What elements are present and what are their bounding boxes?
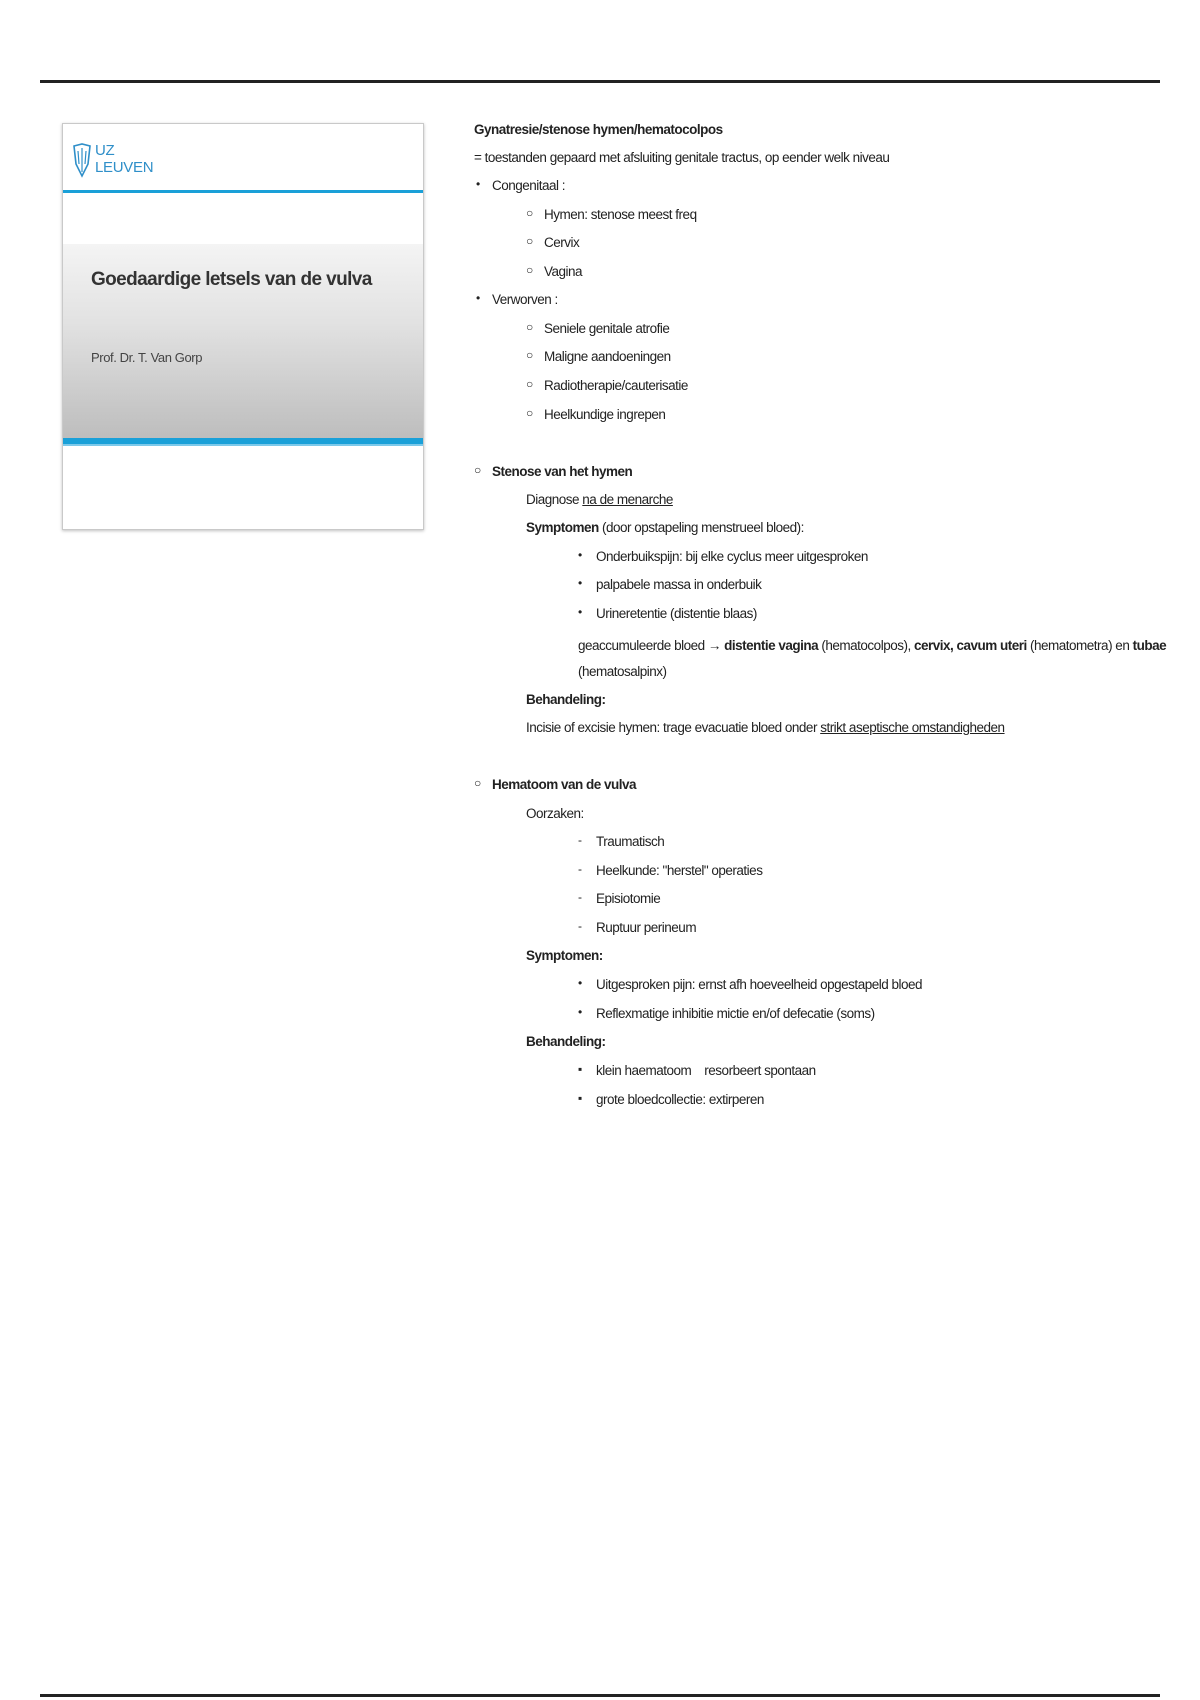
- symptoms-label: Symptomen: [526, 520, 599, 535]
- hematoma-treatment-label: Behandeling:: [526, 1034, 606, 1049]
- slide-author: Prof. Dr. T. Van Gorp: [91, 350, 203, 365]
- list-item: Urineretentie (distentie blaas): [596, 606, 757, 621]
- bullet-marker: ▪: [578, 1091, 582, 1105]
- diagnosis-prefix: Diagnose: [526, 492, 583, 507]
- accumulation-line-2: (hematosalpinx): [578, 664, 667, 679]
- bullet-marker: •: [578, 976, 582, 990]
- uz-leuven-logo: [71, 142, 153, 180]
- logo-line-2: LEUVEN: [95, 159, 154, 176]
- list-item: Episiotomie: [596, 891, 661, 906]
- stenosis-title: Stenose van het hymen: [492, 464, 633, 479]
- list-item: Traumatisch: [596, 834, 665, 849]
- list-item: palpabele massa in onderbuik: [596, 577, 762, 592]
- circle-marker: ○: [526, 234, 533, 248]
- logo-line-1: UZ: [95, 142, 115, 159]
- list-item: Radiotherapie/cauterisatie: [544, 378, 688, 393]
- accum-text: geaccumuleerde bloed: [578, 638, 708, 653]
- circle-marker: ○: [474, 776, 481, 790]
- list-item: grote bloedcollectie: extirperen: [596, 1092, 764, 1107]
- accumulation-line: [578, 637, 1166, 655]
- slide-bottom-band-light: [63, 444, 423, 446]
- footer-rule: [40, 1694, 1160, 1697]
- list-item: klein haematoom resorbeert spontaan: [596, 1063, 816, 1078]
- notes-heading: Gynatresie/stenose hymen/hematocolpos: [474, 122, 723, 137]
- list-item: Heelkunde: "herstel" operaties: [596, 863, 763, 878]
- bullet-marker: •: [578, 576, 582, 590]
- bullet-marker: •: [476, 177, 480, 191]
- diagnosis-line: [526, 491, 673, 509]
- bullet-marker: •: [578, 605, 582, 619]
- accum-bold: cervix, cavum uteri: [913, 638, 1027, 653]
- accum-text: (hematocolpos),: [818, 638, 914, 653]
- symptoms-note: (door opstapeling menstrueel bloed):: [598, 520, 804, 535]
- list-item: Maligne aandoeningen: [544, 349, 671, 364]
- list-item: Heelkundige ingrepen: [544, 407, 666, 422]
- treatment-line: [526, 719, 1005, 737]
- circle-marker: ○: [526, 206, 533, 220]
- dash-marker: -: [578, 833, 582, 847]
- causes-label: Oorzaken:: [526, 806, 584, 821]
- arrow-icon: →: [707, 638, 725, 653]
- hematoma-title: Hematoom van de vulva: [492, 777, 637, 792]
- accum-text: (hematometra) en: [1026, 638, 1133, 653]
- dash-marker: -: [578, 890, 582, 904]
- shield-logo-icon: [71, 142, 93, 180]
- dash-marker: -: [578, 919, 582, 933]
- congenital-label: Congenitaal :: [492, 178, 566, 193]
- circle-marker: ○: [526, 377, 533, 391]
- list-item: Reflexmatige inhibitie mictie en/of defecatie (soms): [596, 1006, 875, 1021]
- slide-title: Goedaardige letsels van de vulva: [91, 269, 372, 290]
- treatment-label: Behandeling:: [526, 692, 606, 707]
- list-item: Hymen: stenose meest freq: [544, 207, 697, 222]
- list-item: Uitgesproken pijn: ernst afh hoeveelheid opgestapeld bloed: [596, 977, 923, 992]
- circle-marker: ○: [526, 348, 533, 362]
- dash-marker: -: [578, 862, 582, 876]
- header-rule: [40, 80, 1160, 83]
- definition-line: = toestanden gepaard met afsluiting genitale tractus, op eender welk niveau: [474, 150, 890, 165]
- list-item: Vagina: [544, 264, 583, 279]
- bullet-marker: •: [578, 1005, 582, 1019]
- acquired-label: Verworven :: [492, 292, 558, 307]
- list-item: Cervix: [544, 235, 580, 250]
- circle-marker: ○: [526, 320, 533, 334]
- circle-marker: ○: [526, 406, 533, 420]
- hematoma-symptoms-label: Symptomen:: [526, 948, 603, 963]
- diagnosis-underlined: na de menarche: [582, 492, 673, 507]
- accum-bold: tubae: [1132, 638, 1167, 653]
- treatment-underlined: strikt aseptische omstandigheden: [820, 720, 1005, 735]
- slide-top-band: [63, 190, 423, 193]
- list-item: Seniele genitale atrofie: [544, 321, 670, 336]
- treatment-prefix: Incisie of excisie hymen: trage evacuatie bloed onder: [526, 720, 821, 735]
- list-item: Ruptuur perineum: [596, 920, 697, 935]
- bullet-marker: ▪: [578, 1062, 582, 1076]
- circle-marker: ○: [474, 463, 481, 477]
- circle-marker: ○: [526, 263, 533, 277]
- slide-thumbnail: [62, 123, 424, 530]
- bullet-marker: •: [476, 291, 480, 305]
- list-item: Onderbuikspijn: bij elke cyclus meer uitgesproken: [596, 549, 868, 564]
- symptoms-line: [526, 519, 804, 537]
- accum-bold: distentie vagina: [724, 638, 819, 653]
- bullet-marker: •: [578, 548, 582, 562]
